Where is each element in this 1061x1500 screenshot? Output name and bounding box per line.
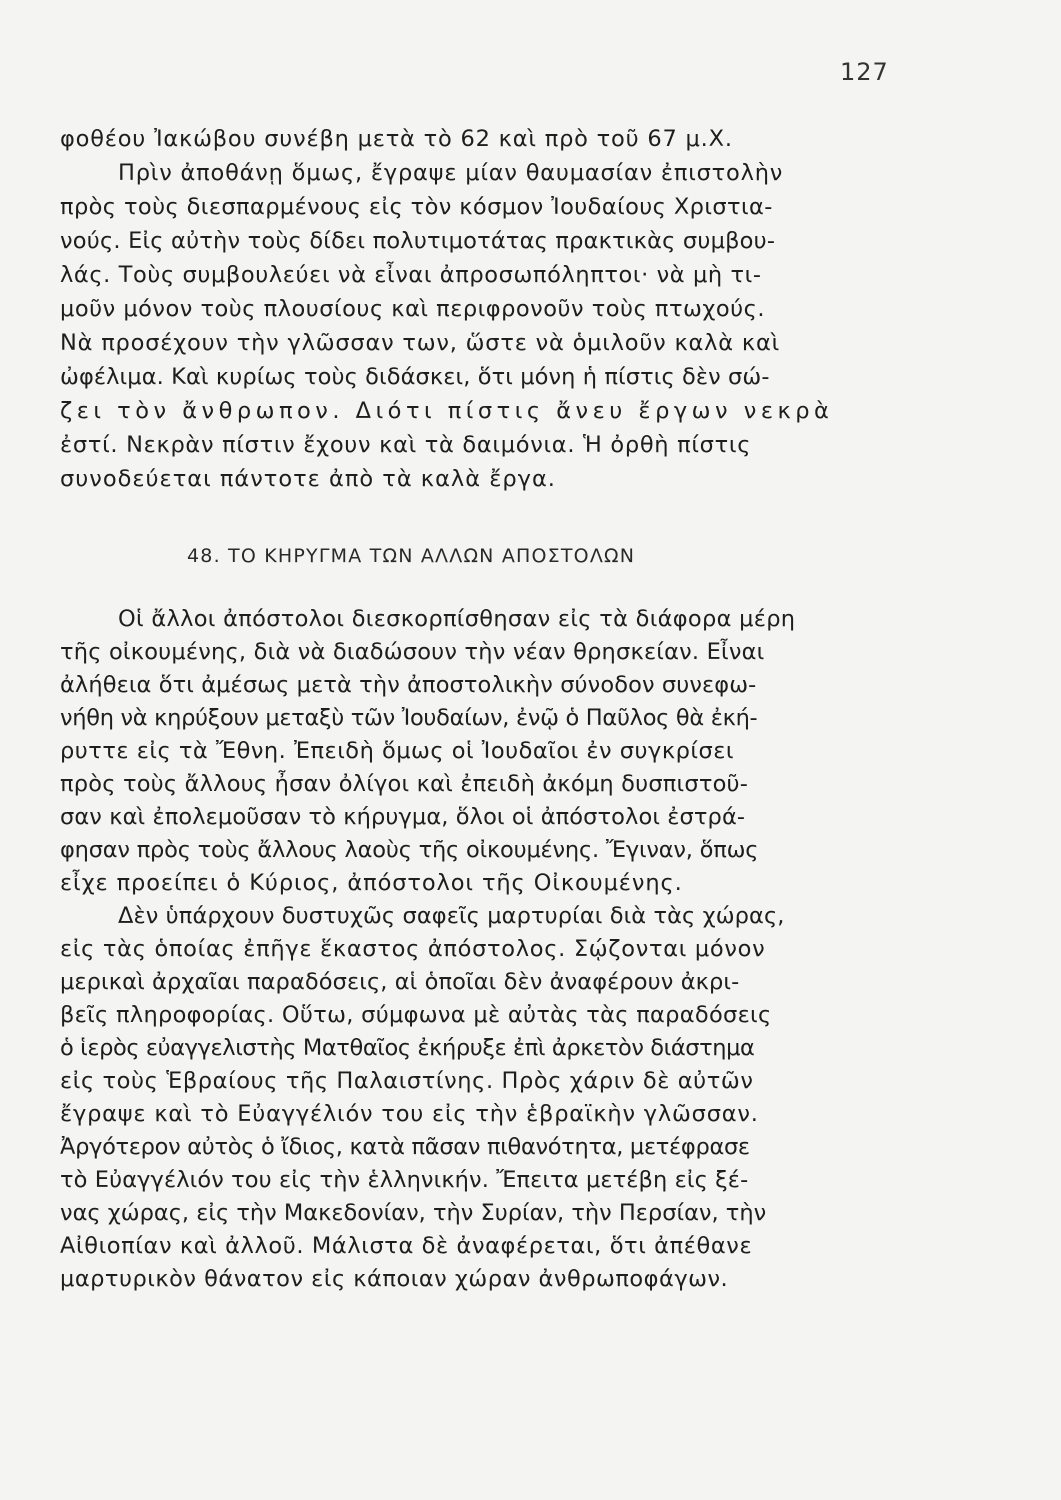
text-line: πρὸς τοὺς διεσπαρμένους εἰς τὸν κόσμον Ἰουδαίους Χριστια- xyxy=(60,194,773,220)
text-line: Οἱ ἄλλοι ἀπόστολοι διεσκορπίσθησαν εἰς τὰ διάφορα μέρη xyxy=(118,606,796,632)
text-line: σαν καὶ ἐπολεμοῦσαν τὸ κήρυγμα, ὅλοι οἱ ἀπόστολοι ἐστρά- xyxy=(60,804,746,830)
text-line: βεῖς πληροφορίας. Οὕτω, σύμφωνα μὲ αὐτὰς τὰς παραδόσεις xyxy=(60,1002,772,1028)
text-line: εἶχε προείπει ὁ Κύριος, ἀπόστολοι τῆς Οἰκουμένης. xyxy=(60,870,683,896)
text-line: Αἰθιοπίαν καὶ ἀλλοῦ. Μάλιστα δὲ ἀναφέρεται, ὅτι ἀπέθανε xyxy=(60,1233,753,1259)
text-line: ὁ ἱερὸς εὐαγγελιστὴς Ματθαῖος ἐκήρυξε ἐπὶ ἀρκετὸν διάστημα xyxy=(60,1035,755,1061)
text-line: ἔγραψε καὶ τὸ Εὐαγγέλιόν του εἰς τὴν ἑβραϊκὴν γλῶσσαν. xyxy=(60,1101,759,1127)
text-line: νήθη νὰ κηρύξουν μεταξὺ τῶν Ἰουδαίων, ἐνῷ ὁ Παῦλος θὰ ἐκή- xyxy=(60,705,758,731)
text-line: εἰς τοὺς Ἑβραίους τῆς Παλαιστίνης. Πρὸς χάριν δὲ αὐτῶν xyxy=(60,1068,754,1094)
text-line: συνοδεύεται πάντοτε ἀπὸ τὰ καλὰ ἔργα. xyxy=(60,466,556,492)
text-line: εἰς τὰς ὁποίας ἐπῆγε ἕκαστος ἀπόστολος. Σῴζονται μόνον xyxy=(60,936,766,962)
text-line: Δὲν ὑπάρχουν δυστυχῶς σαφεῖς μαρτυρίαι διὰ τὰς χώρας, xyxy=(118,903,785,929)
text-line: ρυττε εἰς τὰ Ἔθνη. Ἐπειδὴ ὅμως οἱ Ἰουδαῖοι ἐν συγκρίσει xyxy=(60,738,735,764)
text-line: μαρτυρικὸν θάνατον εἰς κάποιαν χώραν ἀνθρωποφάγων. xyxy=(60,1266,729,1292)
text-line: ἐστί. Νεκρὰν πίστιν ἔχουν καὶ τὰ δαιμόνια. Ἡ ὀρθὴ πίστις xyxy=(60,432,752,458)
text-line: λάς. Τοὺς συμβουλεύει νὰ εἶναι ἀπροσωπόληπτοι· νὰ μὴ τι- xyxy=(60,262,762,288)
text-line: τὸ Εὐαγγέλιόν του εἰς τὴν ἑλληνικήν. Ἔπειτα μετέβη εἰς ξέ- xyxy=(60,1167,749,1193)
text-line: ἀλήθεια ὅτι ἀμέσως μετὰ τὴν ἀποστολικὴν σύνοδον συνεφω- xyxy=(60,672,757,698)
text-line: φησαν πρὸς τοὺς ἄλλους λαοὺς τῆς οἰκουμένης. Ἔγιναν, ὅπως xyxy=(60,837,759,863)
section-heading: 48. ΤΟ ΚΗΡΥΓΜΑ ΤΩΝ ΑΛΛΩΝ ΑΠΟΣΤΟΛΩΝ xyxy=(187,545,636,567)
text-line: ζει τὸν ἄνθρωπον. Διότι πίστις ἄνευ ἔργων νεκρὰ xyxy=(60,398,834,424)
text-line: Πρὶν ἀποθάνῃ ὅμως, ἔγραψε μίαν θαυμασίαν ἐπιστολὴν xyxy=(118,160,784,186)
text-line: Ἀργότερον αὐτὸς ὁ ἴδιος, κατὰ πᾶσαν πιθανότητα, μετέφρασε xyxy=(60,1134,750,1160)
text-line: πρὸς τοὺς ἄλλους ἦσαν ὀλίγοι καὶ ἐπειδὴ ἀκόμη δυσπιστοῦ- xyxy=(60,771,749,797)
text-line: νούς. Εἰς αὐτὴν τοὺς δίδει πολυτιμοτάτας πρακτικὰς συμβου- xyxy=(60,228,776,254)
text-line: Νὰ προσέχουν τὴν γλῶσσαν των, ὥστε νὰ ὁμιλοῦν καλὰ καὶ xyxy=(60,330,780,356)
text-line: μοῦν μόνον τοὺς πλουσίους καὶ περιφρονοῦν τοὺς πτωχούς. xyxy=(60,296,765,322)
text-line: νας χώρας, εἰς τὴν Μακεδονίαν, τὴν Συρίαν, τὴν Περσίαν, τὴν xyxy=(60,1200,767,1226)
text-line: φοθέου Ἰακώβου συνέβη μετὰ τὸ 62 καὶ πρὸ τοῦ 67 μ.Χ. xyxy=(60,126,733,152)
text-line: μερικαὶ ἀρχαῖαι παραδόσεις, αἱ ὁποῖαι δὲν ἀναφέρουν ἀκρι- xyxy=(60,969,740,995)
page-number: 127 xyxy=(840,58,889,86)
text-line: ὠφέλιμα. Καὶ κυρίως τοὺς διδάσκει, ὅτι μόνη ἡ πίστις δὲν σώ- xyxy=(60,364,770,390)
text-line: τῆς οἰκουμένης, διὰ νὰ διαδώσουν τὴν νέαν θρησκείαν. Εἶναι xyxy=(60,639,765,665)
